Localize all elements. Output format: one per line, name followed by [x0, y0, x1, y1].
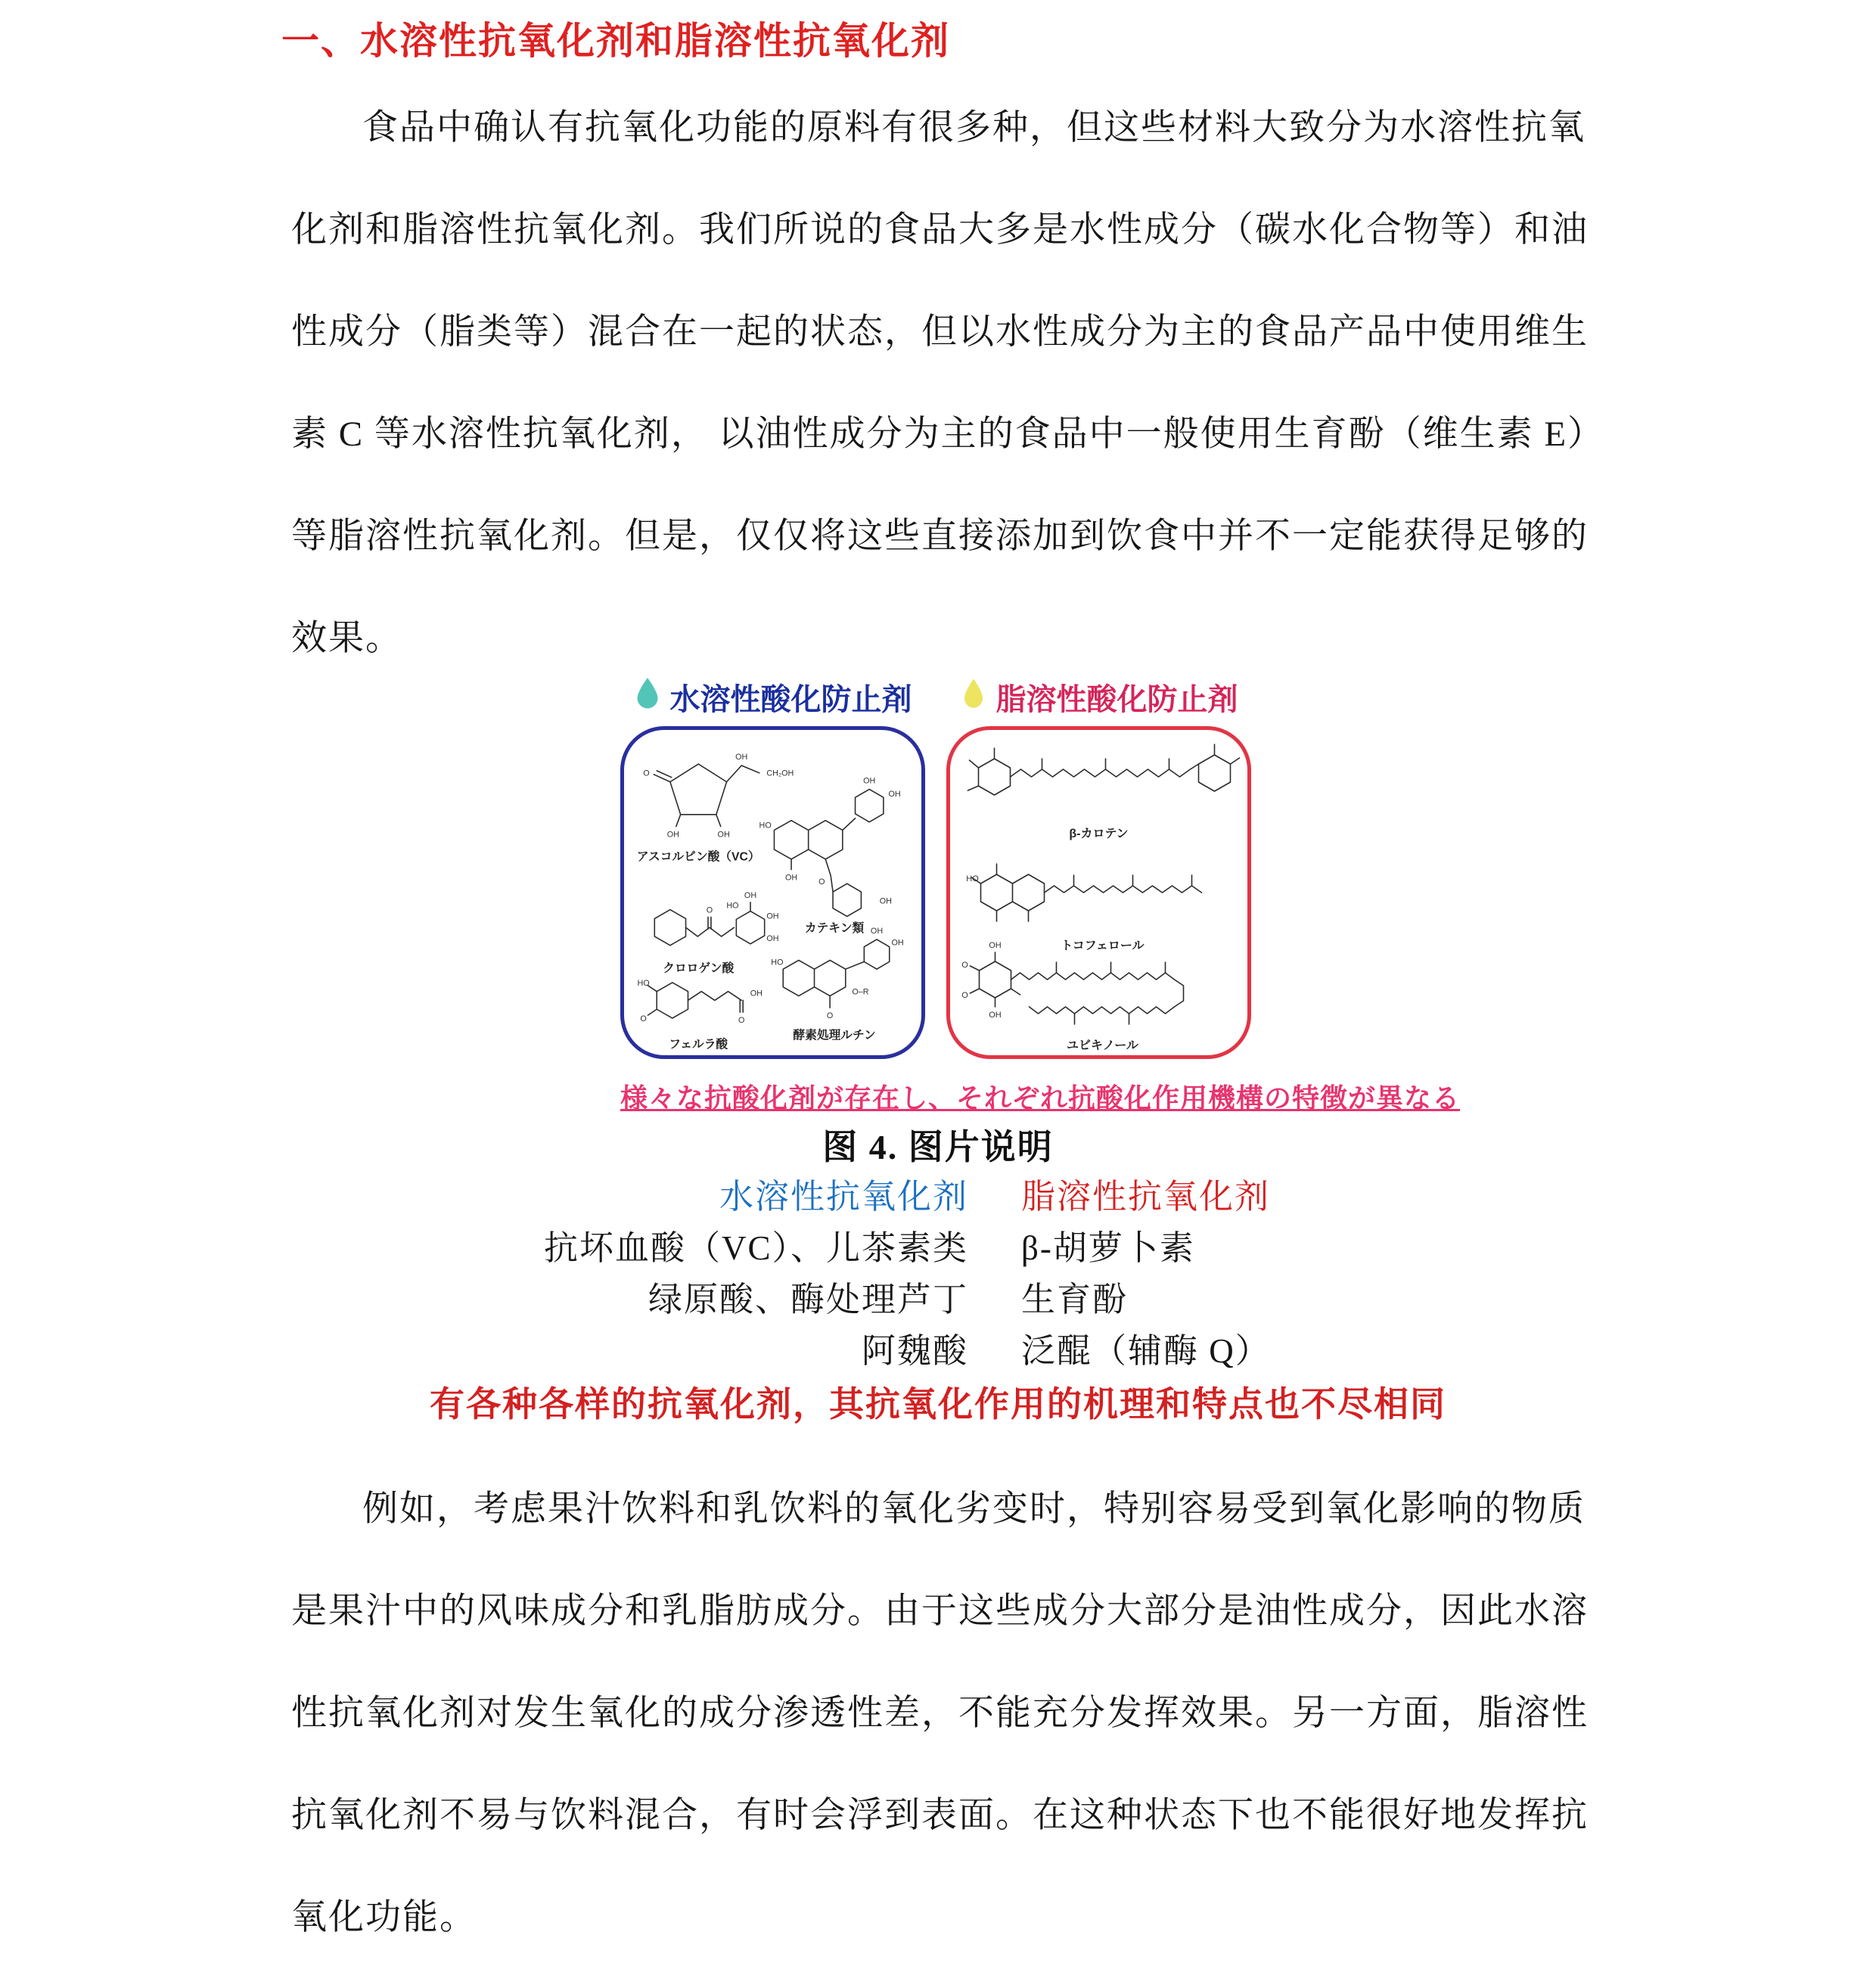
atom-label: OH: [750, 989, 763, 998]
figure-legend: [0, 1171, 1876, 1377]
body-line: 抗氧化剂不易与饮料混合，有时会浮到表面。在这种状态下也不能很好地发挥抗: [291, 1796, 1589, 1835]
water-drop-icon: [634, 676, 661, 719]
legend-note: 有各种各样的抗氧化剂，其抗氧化作用的机理和特点也不尽相同: [430, 1385, 1446, 1424]
legend-header-water: 水溶性抗氧化剂: [719, 1178, 968, 1216]
atom-label: O: [818, 877, 825, 887]
page-title: 一、水溶性抗氧化剂和脂溶性抗氧化剂: [281, 20, 950, 62]
atom-label: O–R: [852, 987, 869, 997]
figure-headers: [620, 675, 1256, 719]
atom-label: O: [961, 991, 968, 1000]
atom-label: OH: [989, 1011, 1002, 1020]
atom-label: OH: [863, 776, 876, 786]
molecule-label: フェルラ酸: [669, 1038, 728, 1051]
fat-soluble-header-label: 脂溶性酸化防止剤: [995, 683, 1238, 716]
atom-label: HO: [637, 978, 650, 988]
fat-soluble-panel: [946, 726, 1251, 1059]
atom-label: HO: [726, 901, 739, 911]
atom-label: OH: [666, 830, 679, 840]
legend-grid: [0, 1171, 1876, 1377]
body-line: 等脂溶性抗氧化剂。但是，仅仅将这些直接添加到饮食中并不一定能获得足够的: [291, 517, 1589, 556]
atom-label: O: [640, 1014, 647, 1023]
body-line: 化剂和脂溶性抗氧化剂。我们所说的食品大多是水性成分（碳水化合物等）和油: [291, 210, 1589, 250]
atom-label: OH: [888, 790, 901, 800]
paragraph-2: [291, 1458, 1630, 1969]
figure-bottom-note: 様々な抗酸化剤が存在し、それぞれ抗酸化作用機構の特徴が異なる: [620, 1082, 1461, 1113]
oil-drop-icon: [960, 676, 987, 719]
body-line: 食品中确认有抗氧化功能的原料有很多种，但这些材料大致分为水溶性抗氧: [362, 108, 1586, 148]
atom-label: HO: [771, 958, 784, 967]
molecule-label: トコフェロール: [1061, 939, 1145, 952]
molecule-label: アスコルビン酸（VC）: [636, 850, 760, 864]
legend-header-fat: 脂溶性抗氧化剂: [1021, 1178, 1271, 1216]
legend-cell: 生育酚: [1021, 1281, 1129, 1318]
body-line: 素 C 等水溶性抗氧化剂， 以油性成分为主的食品中一般使用生育酚（维生素 E）: [291, 415, 1605, 454]
water-soluble-panel: [620, 726, 925, 1059]
molecule-label: ユビキノール: [1067, 1039, 1138, 1052]
water-soluble-header: [620, 675, 925, 719]
body-line: 效果。: [291, 619, 402, 658]
atom-label: HO: [759, 821, 772, 831]
antioxidant-figure: [620, 675, 1461, 1116]
molecule-label: 酵素処理ルチン: [793, 1029, 876, 1042]
molecule-label: β-カロテン: [1069, 828, 1129, 840]
atom-label: OH: [744, 890, 757, 900]
atom-label: OH: [784, 873, 798, 883]
atom-label: CH₂OH: [766, 769, 794, 778]
atom-label: OH: [891, 938, 904, 948]
figure-caption: 图 4. 图片说明: [822, 1128, 1054, 1166]
body-line: 氧化功能。: [291, 1898, 477, 1937]
figure-panels: [620, 726, 1256, 1059]
legend-cell: β-胡萝卜素: [1021, 1229, 1195, 1267]
water-soluble-structures: [624, 730, 921, 1055]
legend-cell: 绿原酸、酶处理芦丁: [648, 1281, 968, 1318]
atom-label: OH: [766, 933, 779, 943]
paragraph-1: [291, 77, 1630, 690]
atom-label: OH: [766, 912, 779, 921]
body-line: 性成分（脂类等）混合在一起的状态，但以水性成分为主的食品产品中使用维生: [291, 312, 1589, 352]
body-line: 例如，考虑果汁饮料和乳饮料的氧化劣变时，特别容易受到氧化影响的物质: [362, 1489, 1586, 1529]
atom-label: HO: [966, 874, 979, 884]
fat-soluble-structures: [950, 730, 1247, 1055]
atom-label: O: [961, 961, 968, 970]
fat-soluble-header: [946, 675, 1251, 719]
legend-cell: 抗坏血酸（VC）、儿茶素类: [543, 1229, 968, 1267]
atom-label: O: [706, 905, 713, 915]
legend-cell: 阿魏酸: [861, 1332, 968, 1370]
atom-label: OH: [989, 941, 1002, 950]
atom-label: OH: [879, 896, 892, 906]
atom-label: O: [738, 1015, 745, 1025]
atom-label: OH: [717, 830, 730, 840]
atom-label: O: [643, 769, 650, 778]
atom-label: OH: [735, 753, 748, 762]
water-soluble-header-label: 水溶性酸化防止剤: [669, 683, 912, 716]
molecule-label: カテキン類: [804, 922, 865, 936]
body-line: 性抗氧化剂对发生氧化的成分渗透性差，不能充分发挥效果。另一方面，脂溶性: [291, 1694, 1589, 1733]
atom-label: O: [826, 1011, 834, 1021]
atom-label: OH: [870, 927, 884, 936]
molecule-label: クロロゲン酸: [663, 962, 735, 976]
body-line: 是果汁中的风味成分和乳脂肪成分。由于这些成分大部分是油性成分，因此水溶: [291, 1592, 1589, 1631]
legend-cell: 泛醌（辅酶 Q）: [1021, 1332, 1271, 1370]
